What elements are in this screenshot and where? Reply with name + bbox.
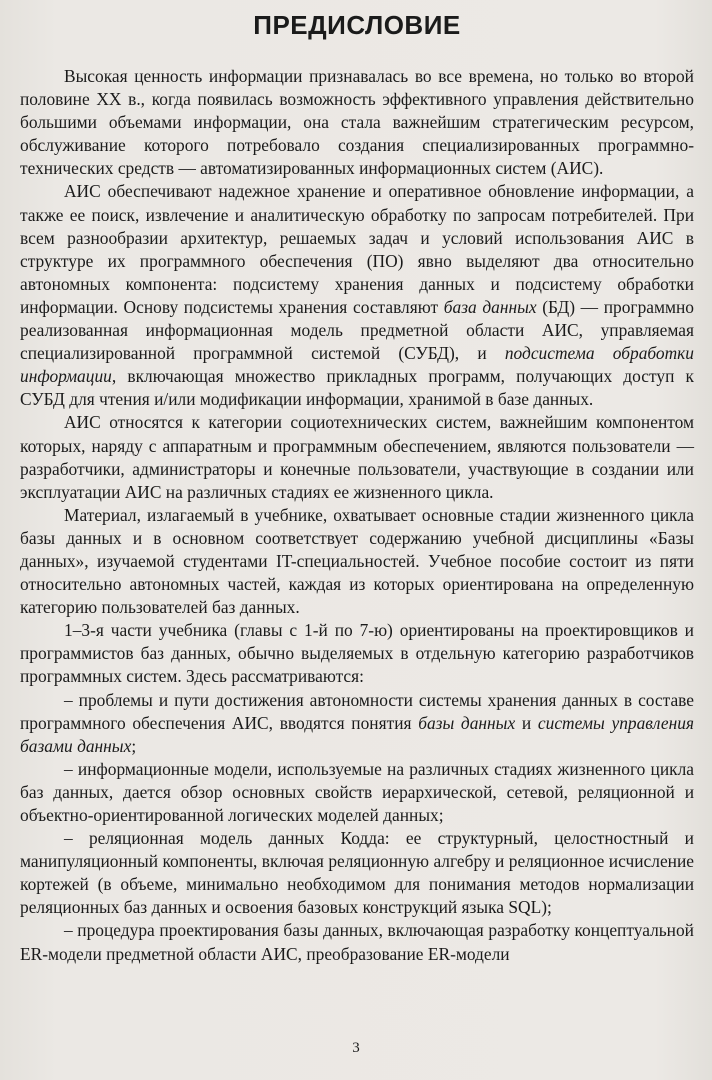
italic-term: базы данных [418, 712, 516, 733]
paragraph [20, 827, 694, 919]
text-run: (БД) — программно реализованная информационная модель предметной области АИС, управляемая специализированной программной системой (СУБД), и [20, 296, 694, 364]
text-run: Высокая ценность информации признавалась во все времена, но только во второй половине XX в., когда появилась возможность эффективного управления действительно большими объемами информации, она стала важнейшим стратегическим ресурсом, обслуживание которого потребовало создания специализированных программно-технических средств — автоматизированных информационных систем (АИС). [20, 66, 694, 179]
text-run: – проблемы и пути достижения автономности системы хранения данных в составе программного обеспечения АИС, вводятся понятия [20, 689, 694, 733]
text-run: АИС относятся к категории социотехнических систем, важнейшим компонентом которых, наряду с аппаратным и программным обеспечением, являются пользователи — разработчики, администраторы и конечные пользователи, участвующие в создании или эксплуатации АИС на различных стадиях ее жизненного цикла. [20, 412, 694, 502]
text-run: – процедура проектирования базы данных, включающая разработку концептуальной ER-модели предметной области АИС, преобразование ER-модели [20, 920, 694, 964]
paragraph [20, 411, 694, 503]
text-run: ; [131, 735, 137, 756]
page-title: ПРЕДИСЛОВИЕ [253, 10, 461, 40]
paragraph [20, 758, 694, 827]
paragraph [20, 689, 694, 758]
paragraph [20, 504, 694, 619]
text-run: – реляционная модель данных Кодда: ее структурный, целостностный и манипуляционный компоненты, включая реляционную алгебру и реляционное исчисление кортежей (в объеме, минимально необходимом для понимания методов нормализации реляционных баз данных и освоения базовых конструкций языка SQL); [20, 828, 694, 918]
paragraph [20, 65, 694, 180]
italic-term: системы управления базами данных [20, 712, 694, 756]
paragraph [20, 619, 694, 688]
text-run: , включающая множество прикладных программ, получающих доступ к СУБД для чтения и/или модификации информации, хранимой в базе данных. [20, 366, 694, 410]
text-run: АИС обеспечивают надежное хранение и оперативное обновление информации, а также ее поиск, извлечение и аналитическую обработку по запросам потребителей. При всем разнообразии архитектур, решаемых задач и условий использования АИС в структуре их программного обеспечения (ПО) явно выделяют два относительно автономных компонента: подсистему хранения данных и подсистему обработки информации. Основу подсистемы хранения составляют [20, 181, 694, 317]
italic-term: подсистема обработки информации [20, 343, 694, 387]
text-run: Материал, излагаемый в учебнике, охватывает основные стадии жизненного цикла базы данных и в основном соответствует содержанию учебной дисциплины «Базы данных», изучаемой студентами IT-специальностей. Учебное пособие состоит из пяти относительно автономных частей, каждая из которых ориентирована на определенную категорию пользователей баз данных. [20, 504, 694, 618]
preface-body [20, 65, 694, 966]
page-number: 3 [352, 1040, 360, 1056]
paragraph [20, 919, 694, 965]
text-run: 1–3-я части учебника (главы с 1-й по 7-ю) ориентированы на проектировщиков и программистов баз данных, обычно выделяемых в отдельную категорию разработчиков программных систем. Здесь рассматриваются: [20, 620, 694, 687]
italic-term: база данных [443, 296, 537, 317]
paragraph [20, 180, 694, 411]
text-run: и [515, 712, 538, 733]
text-run: – информационные модели, используемые на различных стадиях жизненного цикла баз данных, дается обзор основных свойств иерархической, сетевой, реляционной и объектно-ориентированной логических моделей данных; [20, 758, 694, 825]
